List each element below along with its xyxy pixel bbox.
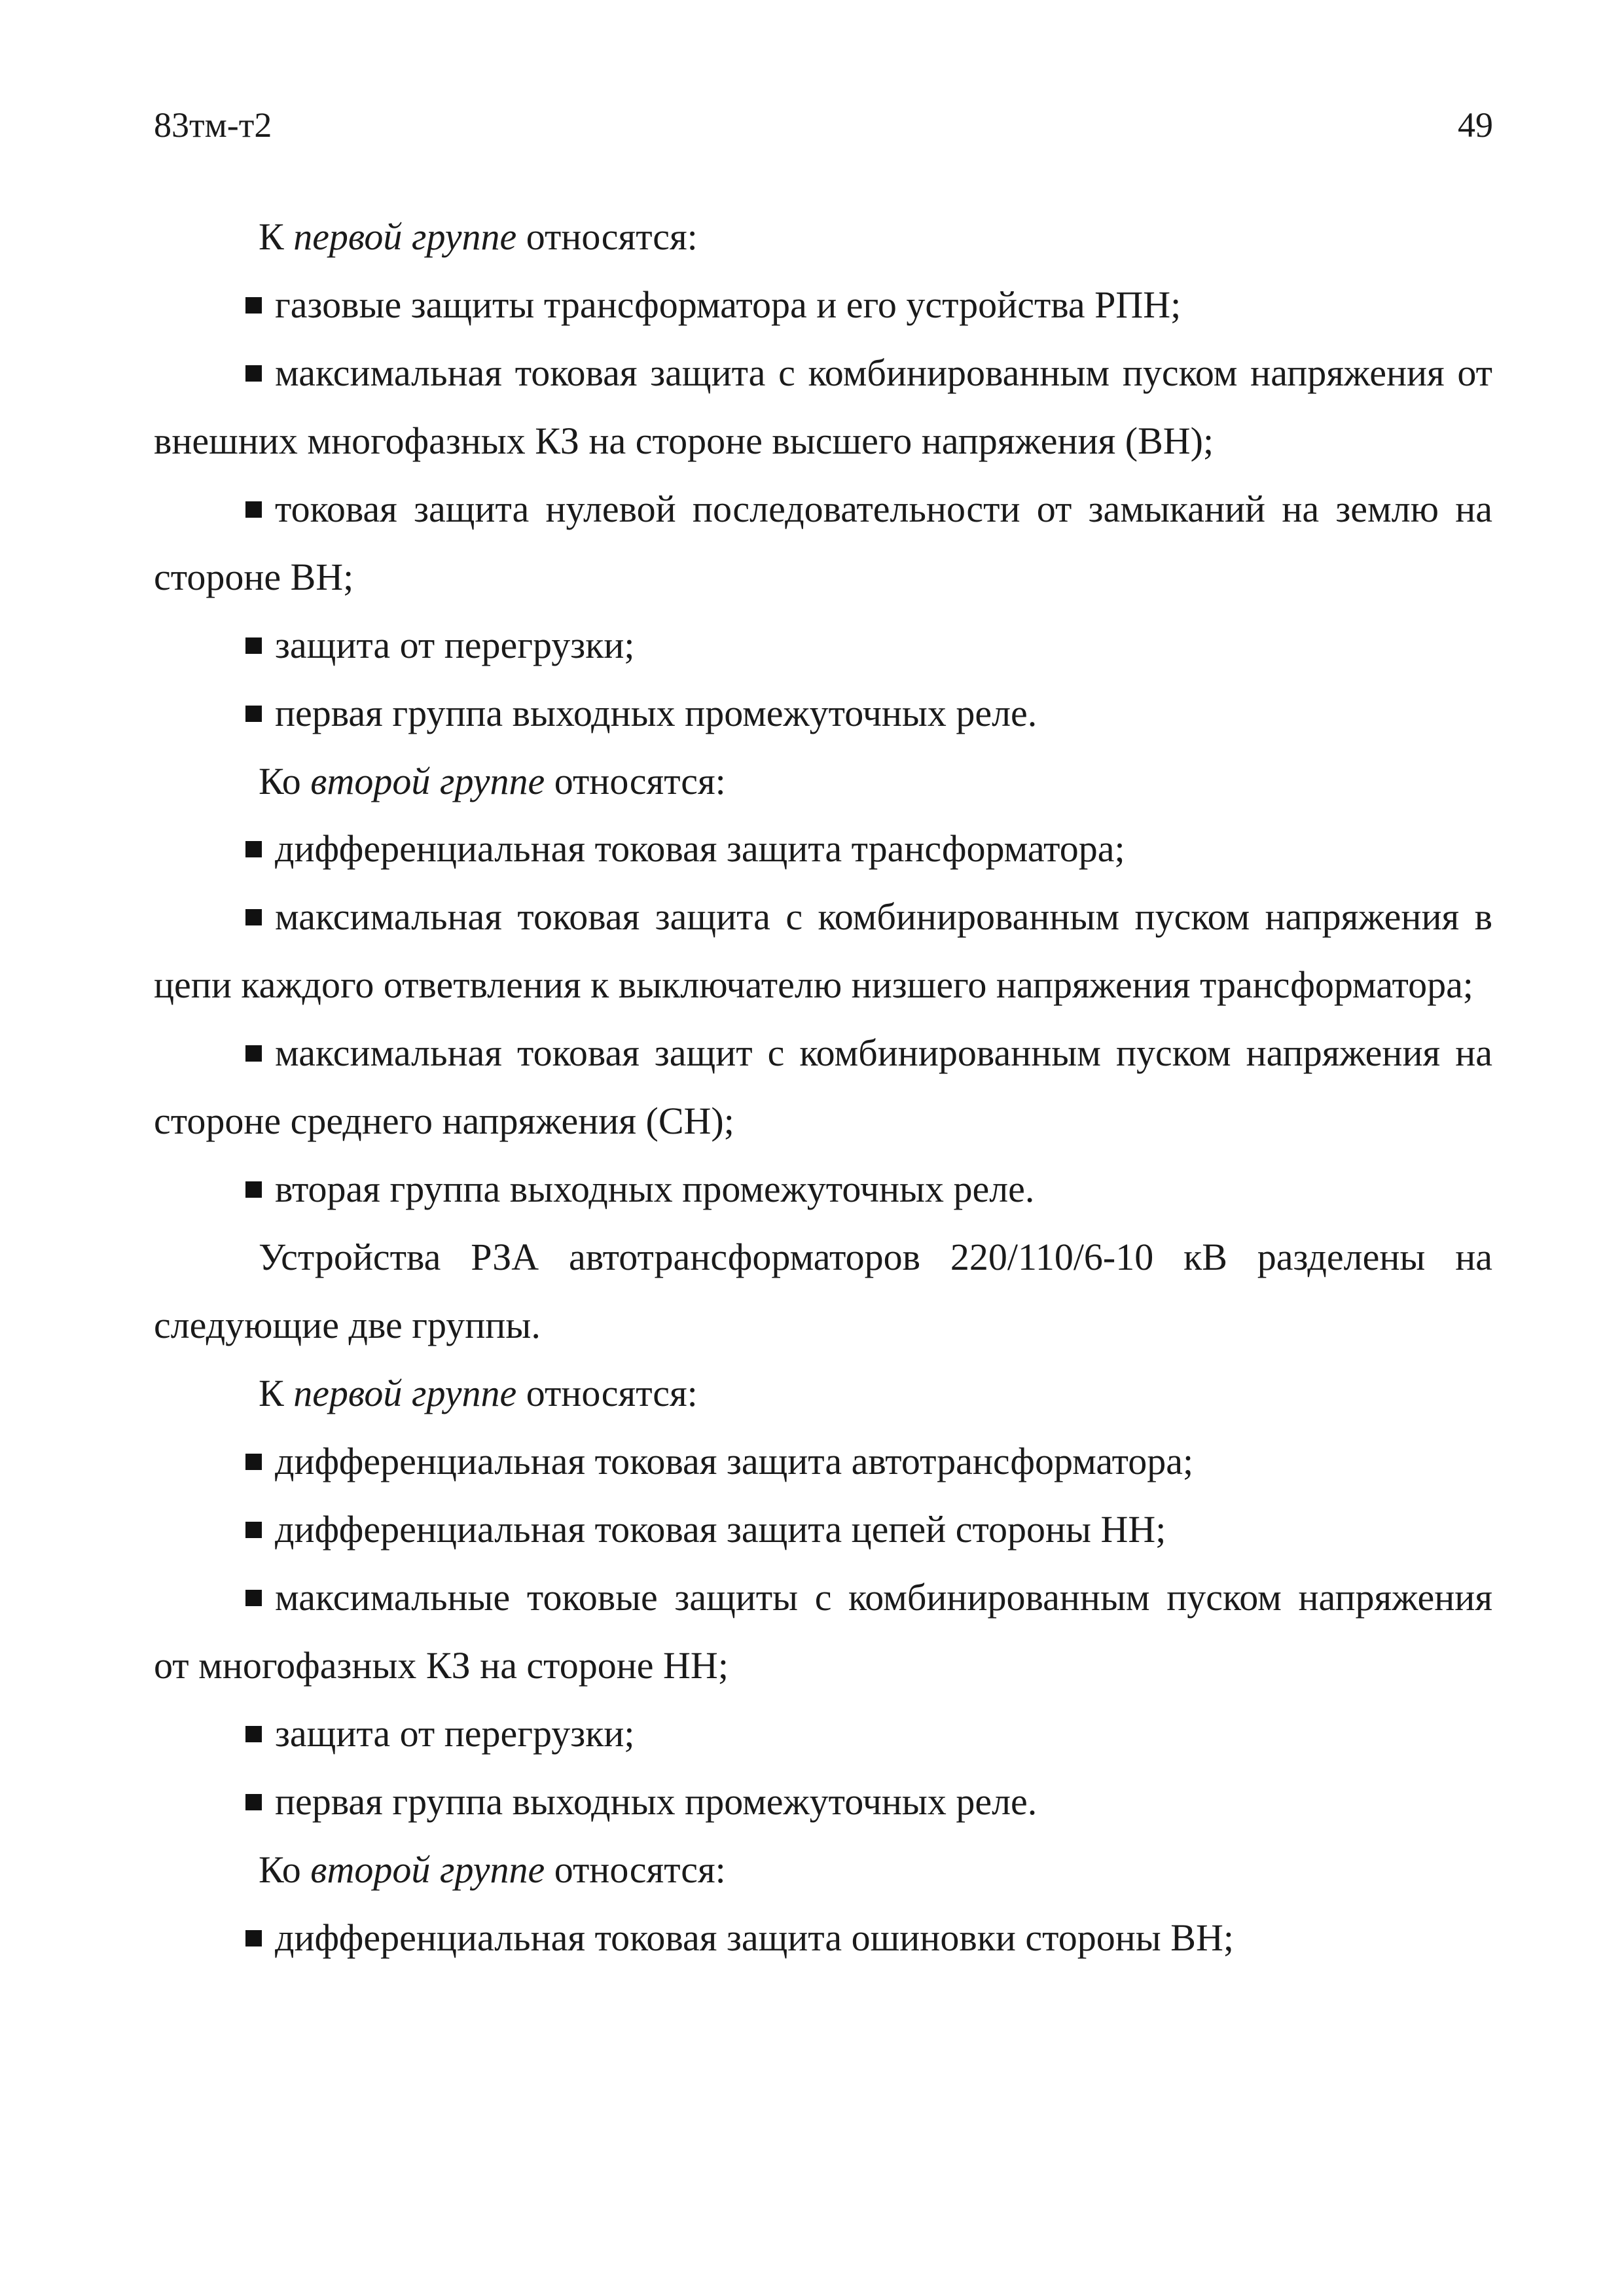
square-bullet-icon — [245, 1181, 262, 1198]
square-bullet-icon — [245, 637, 262, 654]
square-bullet-icon — [245, 909, 262, 925]
document-code: 83тм-т2 — [154, 105, 272, 145]
list-item: вторая группа выходных промежуточных реле. — [154, 1155, 1492, 1223]
square-bullet-icon — [245, 1522, 262, 1538]
square-bullet-icon — [245, 706, 262, 722]
list-item: дифференциальная токовая защита ошиновки стороны ВН; — [154, 1904, 1492, 1972]
list-item: максимальная токовая защита с комбинированным пуском напряжения от внешних многофазных КЗ на стороне высшего напряжения (ВН); — [154, 351, 1492, 462]
square-bullet-icon — [245, 1794, 262, 1810]
square-bullet-icon — [245, 297, 262, 314]
square-bullet-icon — [245, 501, 262, 518]
list-item: газовые защиты трансформатора и его устройства РПН; — [154, 271, 1492, 339]
text-block-1 — [154, 203, 1492, 816]
page-number: 49 — [1458, 105, 1493, 145]
group-intro: Ко второй группе относятся: — [259, 760, 726, 802]
square-bullet-icon — [245, 1930, 262, 1946]
group-intro: К первой группе относятся: — [259, 215, 698, 258]
list-item: токовая защита нулевой последовательности от замыканий на землю на стороне ВН; — [154, 488, 1492, 598]
square-bullet-icon — [245, 1726, 262, 1742]
list-item: защита от перегрузки; — [154, 1700, 1492, 1768]
square-bullet-icon — [245, 1590, 262, 1606]
list-item: первая группа выходных промежуточных реле. — [154, 1768, 1492, 1836]
square-bullet-icon — [245, 841, 262, 857]
list-item: дифференциальная токовая защита трансформатора; — [154, 815, 1492, 883]
square-bullet-icon — [245, 365, 262, 382]
group-intro: Ко второй группе относятся: — [259, 1848, 726, 1891]
list-item: первая группа выходных промежуточных реле. — [154, 679, 1492, 747]
group-intro: К первой группе относятся: — [259, 1372, 698, 1414]
list-item: дифференциальная токовая защита цепей стороны НН; — [154, 1496, 1492, 1564]
list-item: максимальные токовые защиты с комбинированным пуском напряжения от многофазных КЗ на стороне НН; — [154, 1576, 1492, 1687]
text-block-2 — [154, 815, 1492, 1972]
list-item: максимальная токовая защита с комбинированным пуском напряжения в цепи каждого ответвления к выключателю низшего напряжения трансформатора; — [154, 895, 1492, 1006]
list-item: защита от перегрузки; — [154, 611, 1492, 679]
list-item: максимальная токовая защит с комбинированным пуском напряжения на стороне среднего напряжения (СН); — [154, 1031, 1492, 1142]
square-bullet-icon — [245, 1045, 262, 1062]
square-bullet-icon — [245, 1454, 262, 1470]
list-item: дифференциальная токовая защита автотрансформатора; — [154, 1427, 1492, 1496]
paragraph: Устройства РЗА автотрансформаторов 220/110/6-10 кВ разделены на следующие две группы. — [154, 1236, 1492, 1346]
